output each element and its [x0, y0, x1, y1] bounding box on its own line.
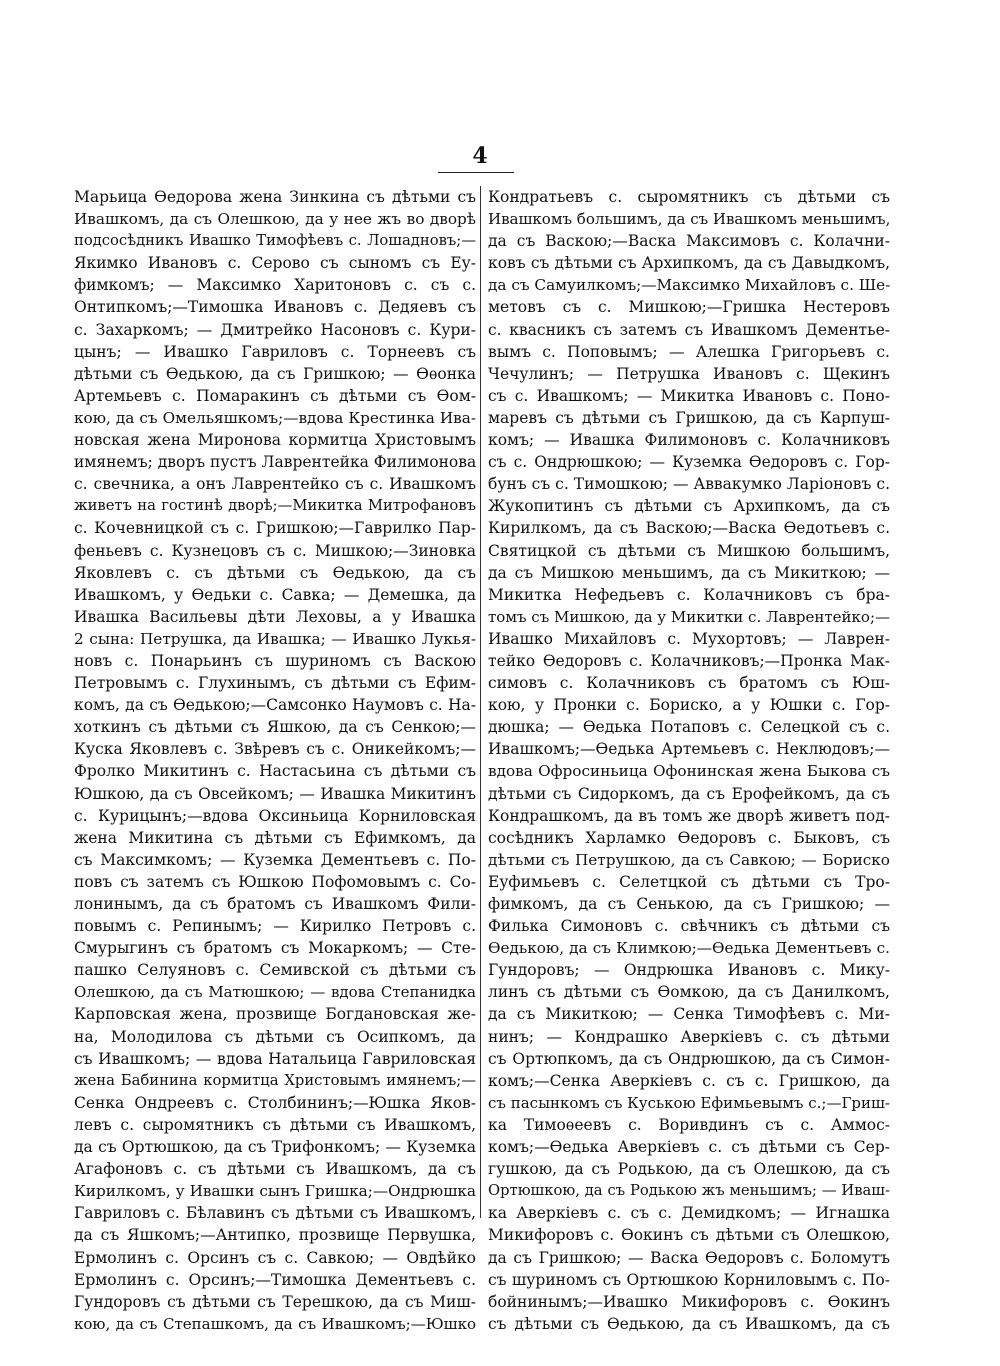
text-line: Марьица Ѳедорова жена Зинкина съ дѣтьми съ [74, 188, 476, 206]
text-line: сосѣдникъ Харламко Ѳедоровъ с. Быковъ, съ [488, 828, 890, 847]
text-line: гушкою, да съ Родькою, да съ Олешкою, да съ [488, 1160, 890, 1179]
text-line: с. Курицынъ;—вдова Оксиньица Корниловская [74, 806, 476, 825]
text-line: Якимко Ивановъ с. Серово съ сыномъ съ Еу- [74, 254, 476, 273]
text-line: Яковлевъ с. съ дѣтьми съ Ѳедькою, да съ [74, 563, 476, 582]
text-line: кою, да съ Омельяшкомъ;—вдова Крестинка Ива- [74, 408, 476, 427]
text-line: съ с. Ивашкомъ; — Микитка Ивановъ с. Поно- [488, 386, 890, 405]
text-line: томъ съ Мишкою, да у Микитки с. Лаврентейко;— [488, 607, 890, 626]
text-line: Ивашко Михайловъ с. Мухортовъ; — Лаврен- [488, 629, 890, 648]
text-line: Филька Симоновъ с. свѣчникъ съ дѣтьми съ [488, 917, 890, 936]
text-line: живетъ на гостинѣ дворѣ;—Микитка Митрофановъ [74, 497, 476, 515]
text-line: дюшка; — Ѳедька Потаповъ с. Селецкой съ с. [488, 718, 890, 737]
text-line: Ивашкомъ, у Ѳедьки с. Савка; — Демешка, да [74, 585, 476, 604]
text-line: цынъ; — Ивашко Гавриловъ с. Торнеевъ съ [74, 342, 476, 361]
text-line: вдова Офросиньица Офонинская жена Быкова съ [488, 762, 890, 781]
text-line: дѣтьми съ Ѳедькою, да съ Гришкою; — Ѳѳонка [74, 364, 476, 383]
text-line: повъ съ затемъ съ Юшкою Пофомовымъ с. Со- [74, 872, 476, 891]
text-line: да съ Самуилкомъ;—Максимко Михайловъ с. Ше- [488, 276, 890, 295]
text-line: Ортюшкою, да съ Родькою жъ меньшимъ; — Иваш- [488, 1182, 890, 1200]
text-line: Ивашка Васильевы дѣти Леховы, а у Ивашка [74, 607, 476, 626]
header-rule [438, 172, 514, 173]
text-line: Петровымъ с. Глухинымъ, съ дѣтьми съ Ефим- [74, 674, 476, 693]
text-line: фимкомъ, да съ Сенькою, да съ Гришкою; — [488, 895, 890, 913]
text-line: Ивашкомъ, да съ Олешкою, да у нее жъ во дворѣ [74, 210, 476, 229]
text-line: бунъ съ с. Тимошкою; — Аввакумко Ларіоновъ с. [488, 475, 890, 494]
text-line: дѣтьми съ Сидоркомъ, да съ Ерофейкомъ, да съ [488, 784, 890, 803]
text-line: Ермолинъ с. Орсинъ;—Тимошка Дементьевъ с. [74, 1270, 476, 1289]
text-line: хоткинъ съ дѣтьми съ Яшкою, да съ Сенкою;— [74, 718, 476, 737]
text-line: кою, да съ Степашкомъ, да съ Ивашкомъ;—Юшко [74, 1314, 476, 1333]
text-line: Ивашкомъ;—Ѳедька Артемьевъ с. Неклюдовъ;— [488, 740, 890, 759]
text-line: съ с. Ондрюшкою; — Куземка Ѳедоровъ с. Гор- [488, 453, 890, 472]
text-line: ковъ съ дѣтьми съ Архипкомъ, да съ Давыдкомъ, [488, 254, 890, 273]
text-line: Кирилкомъ, да съ Васкою;—Васка Ѳедотьевъ с. [488, 519, 890, 538]
right-column [488, 186, 890, 1335]
text-line: Гавриловъ с. Бѣлавинъ съ дѣтьми съ Ивашкомъ, [74, 1204, 476, 1223]
text-line: с. Кочевницкой съ с. Гришкою;—Гаврилко Пар- [74, 519, 476, 538]
text-line: Микифоровъ с. Ѳокинъ съ дѣтьми съ Олешкою, [488, 1226, 890, 1245]
text-line: Артемьевъ с. Помаракинъ съ дѣтьми съ Ѳом- [74, 386, 476, 405]
text-line: жена Бабинина кормитца Христовымъ имянемъ;— [74, 1071, 476, 1089]
column-divider [480, 186, 481, 1218]
text-line: Ивашкомъ большимъ, да съ Ивашкомъ меньшимъ, [488, 210, 890, 229]
text-line: бойнинымъ;—Ивашко Микифоровъ с. Ѳокинъ [488, 1292, 890, 1311]
text-line: Ѳедькою, да съ Климкою;—Ѳедька Дементьевъ с. [488, 939, 890, 958]
text-line: Фролко Микитинъ с. Настасьина съ дѣтьми съ [74, 762, 476, 781]
text-line: Кирилкомъ, у Ивашки сынъ Гришка;—Ондрюшка [74, 1182, 476, 1201]
text-line: да съ Яшкомъ;—Антипко, прозвище Первушка, [74, 1226, 476, 1245]
text-line: фимкомъ; — Максимко Харитоновъ с. съ с. [74, 276, 476, 295]
text-line: Юшкою, да съ Овсейкомъ; — Ивашка Микитинъ [74, 784, 476, 803]
text-line: линъ съ дѣтьми съ Ѳомкою, да съ Данилкомъ, [488, 983, 890, 1002]
text-line: да съ Мишкою меньшимъ, да съ Микиткою; — [488, 563, 890, 582]
text-line: нинъ; — Кондрашко Аверкіевъ с. съ дѣтьми [488, 1027, 890, 1046]
text-line: Куска Яковлевъ с. Звѣревъ съ с. Оникейкомъ;— [74, 740, 476, 759]
text-line: Сенка Ондреевъ с. Столбининъ;—Юшка Яков- [74, 1093, 476, 1112]
text-line: Гундоровъ; — Ондрюшка Ивановъ с. Мику- [488, 961, 890, 980]
text-line: кою, у Пронки с. Бориско, а у Юшки с. Гор- [488, 696, 890, 715]
text-line: дѣтьми съ Петрушкою, да съ Савкою; — Бориско [488, 850, 890, 869]
text-line: Кондратьевъ с. сыромятникъ съ дѣтьми съ [488, 188, 890, 206]
text-line: Ермолинъ с. Орсинъ съ с. Савкою; — Овдѣйко [74, 1248, 476, 1267]
text-line: комъ, да съ Ѳедькою;—Самсонко Наумовъ с. На- [74, 696, 476, 715]
text-line: Микитка Нефедьевъ с. Колачниковъ съ бра- [488, 585, 890, 604]
text-line: ка Аверкіевъ с. съ с. Демидкомъ; — Игнашка [488, 1204, 890, 1223]
text-line: на, Молодилова съ дѣтьми съ Осипкомъ, да [74, 1027, 476, 1046]
text-line: феньевъ с. Кузнецовъ съ с. Мишкою;—Зиновка [74, 541, 476, 560]
text-line: Святицкой съ дѣтьми съ Мишкою большимъ, [488, 541, 890, 560]
text-line: ка Тимоѳеевъ с. Воривдинъ съ с. Аммос- [488, 1115, 890, 1134]
text-line: да съ Васкою;—Васка Максимовъ с. Колачни- [488, 232, 890, 251]
text-line: повымъ с. Репинымъ; — Кирилко Петровъ с. [74, 917, 476, 936]
text-line: жена Микитина съ дѣтьми съ Ефимкомъ, да [74, 828, 476, 847]
text-line: да съ Микиткою; — Сенка Тимофѣевъ с. Ми- [488, 1005, 890, 1024]
text-line: съ пасынкомъ съ Куською Ефимьевымъ с.;—Гриш- [488, 1093, 890, 1112]
text-line: Жукопитинъ съ дѣтьми съ Архипкомъ, да съ [488, 497, 890, 516]
text-line: Кондрашкомъ, да въ томъ же дворѣ живетъ под- [488, 806, 890, 825]
text-line: лонинымъ, да съ братомъ съ Ивашкомъ Фили- [74, 895, 476, 913]
text-line: тейко Ѳедоровъ с. Колачниковъ;—Пронка Мак- [488, 651, 890, 670]
text-line: подсосѣдникъ Ивашко Тимофѣевъ с. Лошадновъ;— [74, 232, 476, 250]
text-line: симовъ с. Колачниковъ съ братомъ съ Юш- [488, 674, 890, 693]
text-line: Онтипкомъ;—Тимошка Ивановъ с. Дедяевъ съ [74, 298, 476, 317]
text-line: пашко Селуяновъ с. Семивской съ дѣтьми съ [74, 961, 476, 980]
text-line: комъ;—Сенка Аверкіевъ с. съ с. Гришкою, да [488, 1071, 890, 1090]
text-line: Агафоновъ с. съ дѣтьми съ Ивашкомъ, да съ [74, 1160, 476, 1179]
text-line: комъ; — Ивашка Филимоновъ с. Колачниковъ [488, 431, 890, 450]
text-line: Чечулинъ; — Петрушка Ивановъ с. Щекинъ [488, 364, 890, 383]
text-line: съ Максимкомъ; — Куземка Дементьевъ с. По- [74, 850, 476, 869]
text-line: Смурыгинъ съ братомъ съ Мокаркомъ; — Сте- [74, 939, 476, 958]
text-line: с. Захаркомъ; — Дмитрейко Насоновъ с. Кури- [74, 320, 476, 339]
left-column [74, 186, 476, 1335]
text-line: имянемъ; дворъ пустъ Лаврентейка Филимонова [74, 453, 476, 472]
text-line: съ дѣтьми съ Ѳедькою, да съ Ивашкомъ, да съ [488, 1314, 890, 1333]
text-line: с. свечника, а онъ Лаврентейко съ с. Ивашкомъ [74, 475, 476, 494]
text-line: Карповская жена, прозвище Богдановская же- [74, 1005, 476, 1024]
text-line: да съ Гришкою; — Васка Ѳедоровъ с. Боломутъ [488, 1248, 890, 1267]
text-line: Гундоровъ съ дѣтьми съ Терешкою, да съ Миш- [74, 1292, 476, 1311]
text-line: маревъ съ дѣтьми съ Гришкою, да съ Карпуш- [488, 408, 890, 427]
text-line: Олешкою, да съ Матюшкою; — вдова Степанидка [74, 983, 476, 1002]
text-line: съ Ивашкомъ; — вдова Натальица Гавриловская [74, 1049, 476, 1068]
text-line: новъ с. Понарьинъ съ шуриномъ съ Васкою [74, 651, 476, 670]
text-line: комъ;—Ѳедька Аверкіевъ с. съ дѣтьми съ Сер- [488, 1138, 890, 1157]
text-line: Еуфимьевъ с. Селетцкой съ дѣтьми съ Тро- [488, 872, 890, 891]
page-number: 4 [472, 143, 488, 169]
text-line: 2 сына: Петрушка, да Ивашка; — Ивашко Лукья- [74, 629, 476, 648]
text-line: новская жена Миронова кормитца Христовымъ [74, 431, 476, 450]
text-line: метовъ съ с. Мишкою;—Гришка Нестеровъ [488, 298, 890, 317]
text-line: вымъ с. Поповымъ; — Алешка Григорьевъ с. [488, 342, 890, 361]
text-line: съ шуриномъ съ Ортюшкою Корниловымъ с. По- [488, 1270, 890, 1289]
text-line: съ Ортюпкомъ, да съ Ондрюшкою, да съ Симон- [488, 1049, 890, 1068]
text-line: да съ Ортюшкою, да съ Трифонкомъ; — Куземка [74, 1138, 476, 1157]
text-line: левъ с. сыромятникъ съ дѣтьми съ Ивашкомъ, [74, 1115, 476, 1134]
text-line: с. квасникъ съ затемъ съ Ивашкомъ Дементье- [488, 320, 890, 339]
